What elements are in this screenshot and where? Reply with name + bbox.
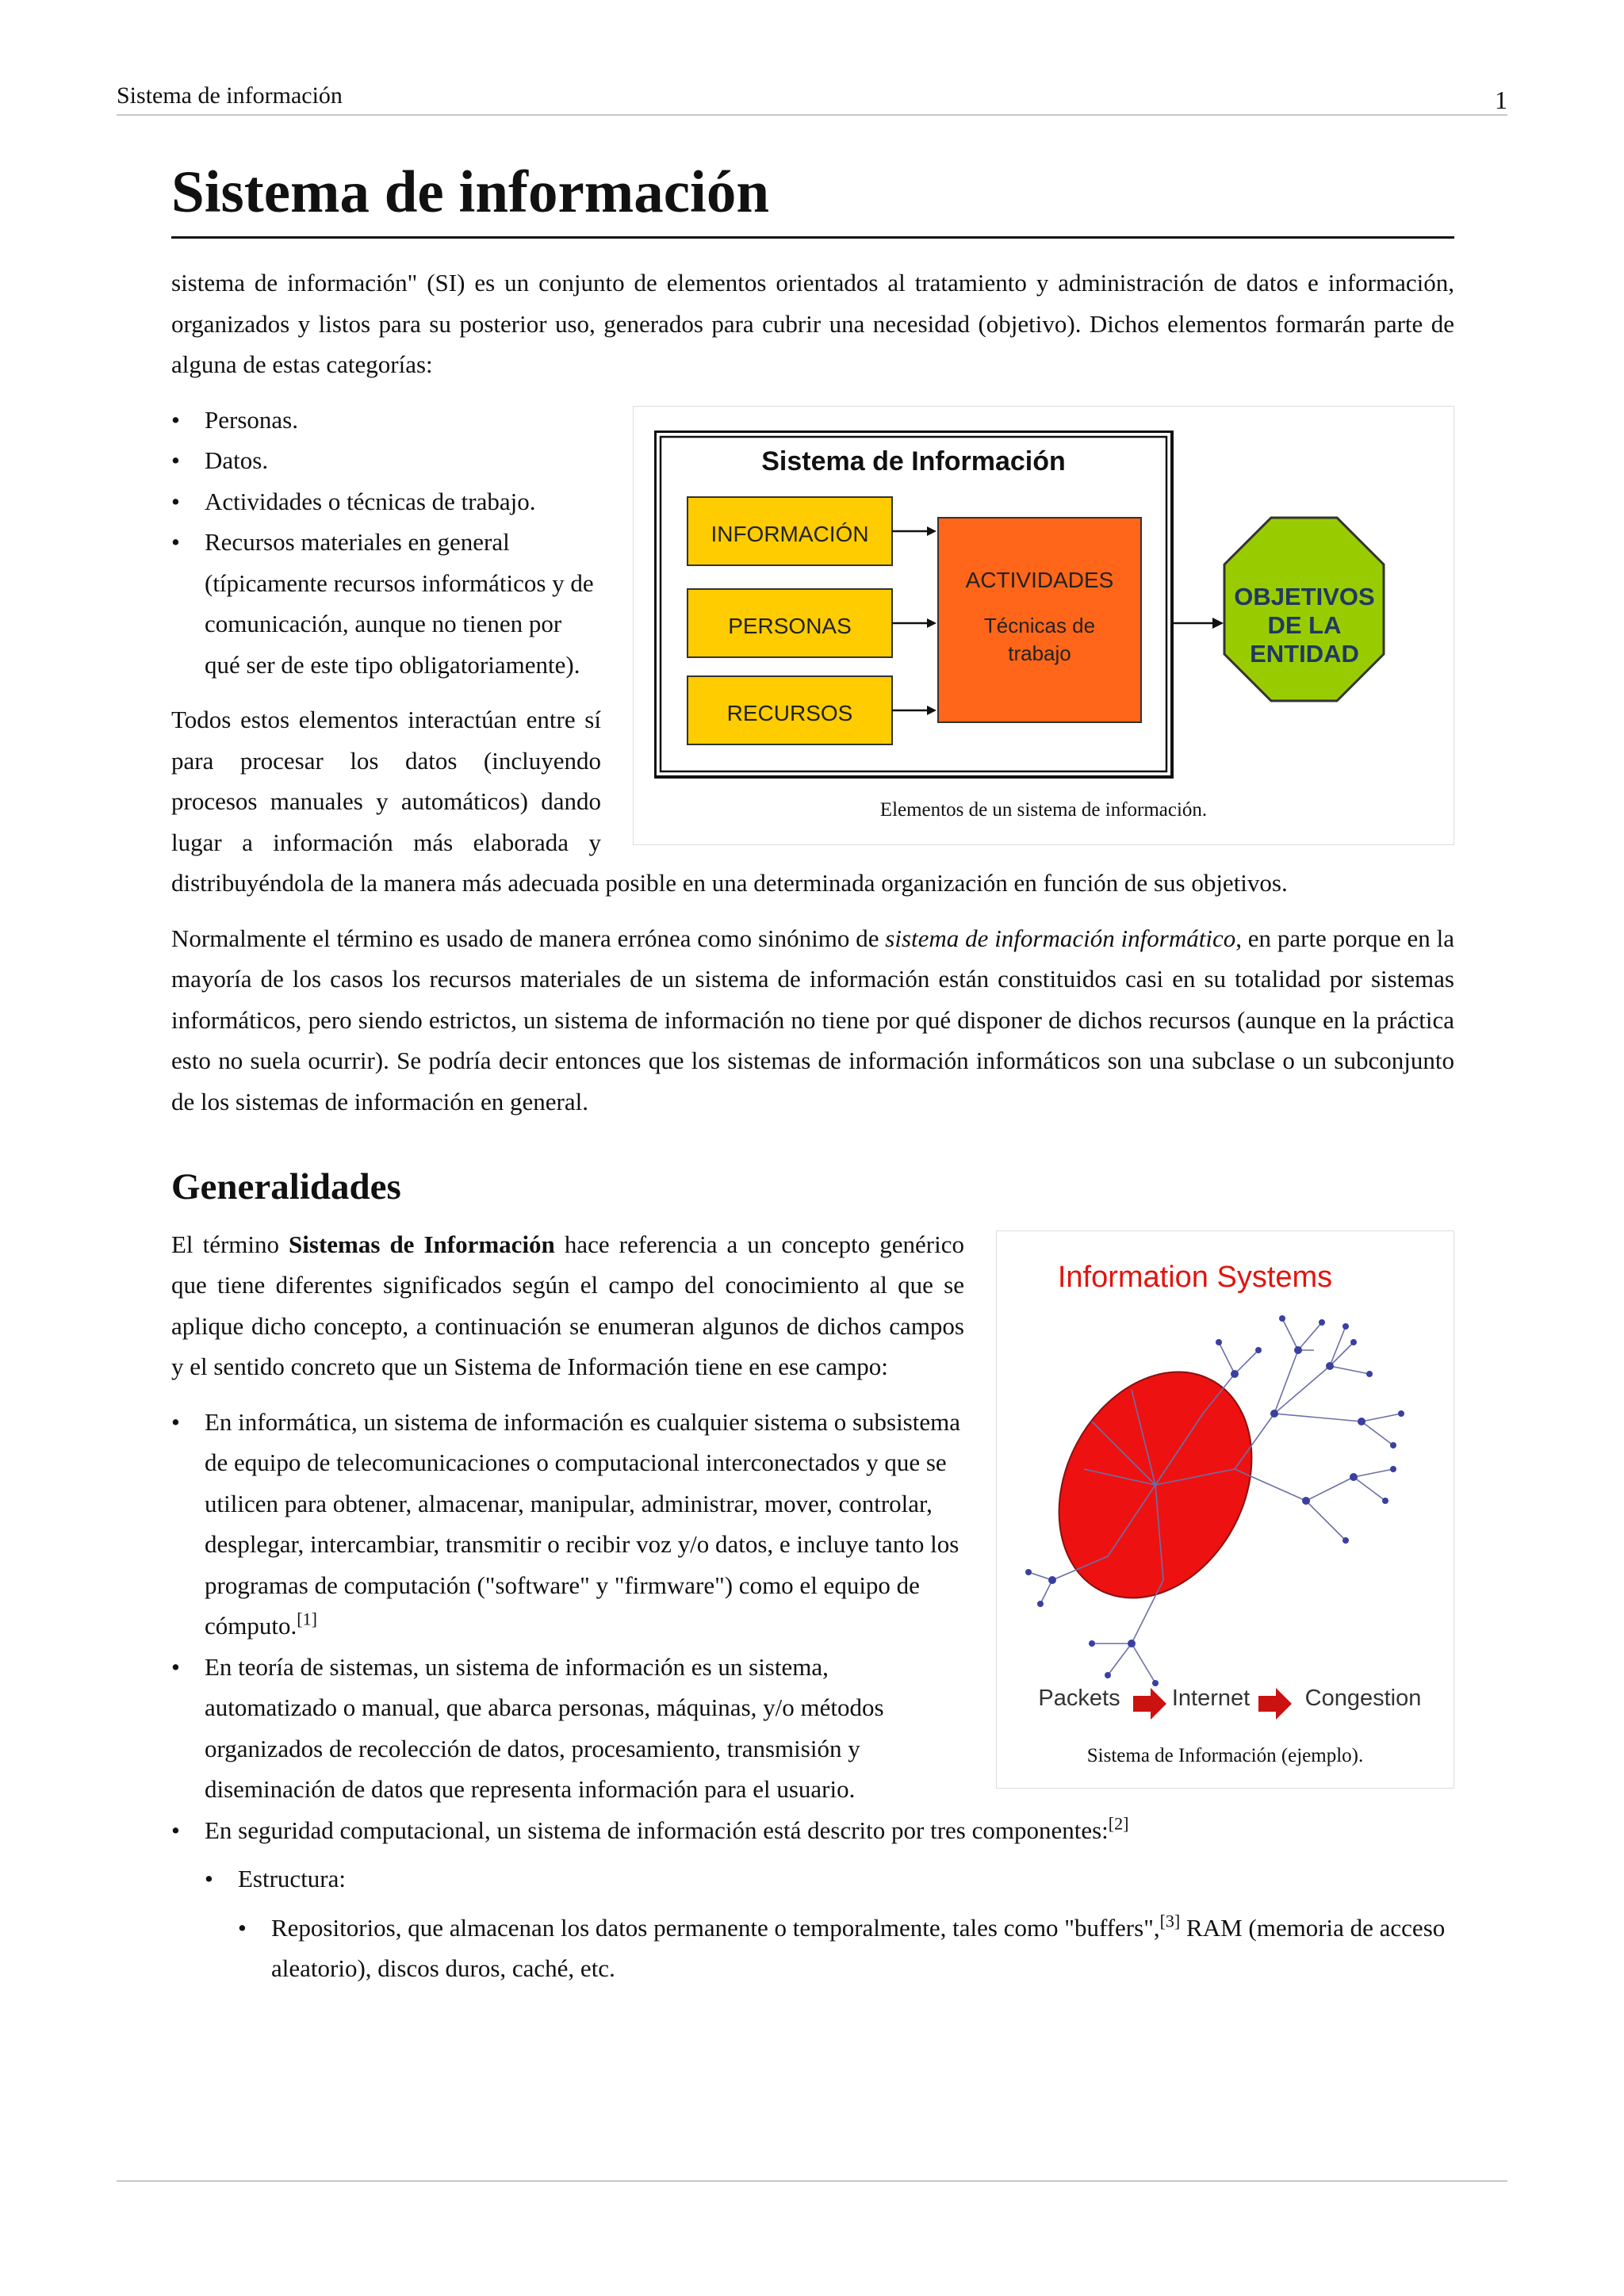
list-item <box>171 1647 1454 1810</box>
octagon-line1: OBJETIVOS <box>1234 582 1375 610</box>
label-packets: Packets <box>1038 1685 1120 1711</box>
list-item: • Recursos materiales en general (típicamente recursos informáticos y de comunicación, aunque no tienen por qué ser de este tipo obligatoriamente). <box>171 522 1454 685</box>
box-actividades-label: ACTIVIDADES <box>965 567 1114 592</box>
list-item: • Personas. <box>171 400 1454 441</box>
octagon-line2: DE LA <box>1267 610 1342 639</box>
box-informacion-label: INFORMACIÓN <box>710 521 869 546</box>
repo-text-before: Repositorios, que almacenan los datos permanente o temporalmente, tales como "buffers", <box>271 1913 1160 1942</box>
list-item <box>171 1402 1454 1647</box>
running-title: Sistema de información <box>117 82 343 109</box>
normal-text-after: , en parte porque en la mayoría de los casos los recursos materiales de un sistema de información están constituidos casi en su totalidad por sistemas informáticos, pero siendo estrictos, un sistema de información no tiene por qué disponer de dichos recursos (aunque en la práctica esto no suela ocurrir). Se podría decir entonces que los sistemas de información informáticos son una subclase o un subconjunto de los sistemas de información en general. <box>171 924 1454 1115</box>
normal-italic-term: sistema de información informático <box>885 924 1236 952</box>
reference-2[interactable]: [2] <box>1108 1813 1129 1834</box>
list-item: • Actividades o técnicas de trabajo. <box>171 481 1454 522</box>
figure2-caption: Sistema de Información (ejemplo). <box>1086 1744 1364 1766</box>
list-item: • Datos. <box>171 440 1454 481</box>
interaction-paragraph: Todos estos elementos interactúan entre sí para procesar los datos (incluyendo procesos manuales y automáticos) dando lugar a información más elaborada y distribuyéndola de la manera más adecuada posible en una determinada organización en función de sus objetivos. <box>171 706 1288 897</box>
page-title: Sistema de información <box>171 159 1454 239</box>
image-title: Information Systems <box>1057 1260 1333 1294</box>
field-seguridad-text: En seguridad computacional, un sistema de información está descrito por tres componentes: <box>205 1816 1109 1844</box>
intro-paragraph: sistema de información" (SI) es un conjunto de elementos orientados al tratamiento y administración de datos e información, organizados y listos para su posterior uso, generados para cubrir una necesidad (objetivo). Dichos elementos formarán parte de alguna de estas categorías: <box>171 269 1454 379</box>
running-header <box>117 79 1507 116</box>
box-personas-label: PERSONAS <box>728 613 852 638</box>
figure1-caption: Elementos de un sistema de información. <box>879 798 1208 821</box>
gen-text-after: hace referencia a un concepto genérico que tiene diferentes significados según el campo del conocimiento al que se aplique dicho concepto, a continuación se enumeran algunos de dichos campos y el sentido concreto que un Sistema de Información tiene en ese campo: <box>171 1230 964 1381</box>
article-content <box>171 159 1454 2003</box>
box-tecnicas-line2: trabajo <box>1008 641 1071 665</box>
security-components-list <box>205 1858 1454 1989</box>
field-informatica-text: En informática, un sistema de información es cualquier sistema o subsistema de equipo de telecomunicaciones o computacional interconectados y que se utilicen para obtener, almacenar, manipular, administrar, mover, controlar, desplegar, intercambiar, transmitir o recibir voz y/o datos, e incluye tanto los programas de computación ("software" y "firmware") como el equipo de cómputo. <box>205 1407 960 1640</box>
categories-list <box>171 400 1454 686</box>
normal-text-before: Normalmente el término es usado de manera errónea como sinónimo de <box>171 924 886 952</box>
list-item <box>171 1810 1454 1989</box>
fields-list <box>171 1402 1454 1989</box>
page-number: 1 <box>1495 86 1507 114</box>
footer-rule <box>117 2180 1507 2182</box>
list-item <box>205 1858 1454 1989</box>
gen-text-before: El término <box>171 1230 289 1258</box>
gen-bold-term: Sistemas de Información <box>289 1230 555 1258</box>
diagram-title: Sistema de Información <box>761 446 1066 476</box>
reference-1[interactable]: [1] <box>297 1609 317 1629</box>
box-tecnicas-line1: Técnicas de <box>983 613 1096 637</box>
box-recursos-label: RECURSOS <box>726 700 853 725</box>
label-congestion: Congestion <box>1304 1685 1422 1711</box>
octagon-line3: ENTIDAD <box>1250 639 1359 668</box>
repo-text-after: RAM (memoria de acceso aleatorio), discos duros, caché, etc. <box>271 1913 1446 1983</box>
sub-estructura-text: Estructura: <box>238 1865 347 1893</box>
structure-list <box>238 1908 1454 1989</box>
section-heading-generalidades: Generalidades <box>171 1166 401 1208</box>
list-item <box>238 1908 1454 1989</box>
label-internet: Internet <box>1171 1685 1251 1711</box>
normal-usage-paragraph <box>171 918 1454 1123</box>
field-teoria-text: En teoría de sistemas, un sistema de información es un sistema, automatizado o manual, que abarca personas, máquinas, y/o métodos organizados de recolección de datos, procesamiento, transmisión y diseminación de datos que representa información para el usuario. <box>205 1652 884 1804</box>
reference-3[interactable]: [3] <box>1159 1911 1181 1931</box>
